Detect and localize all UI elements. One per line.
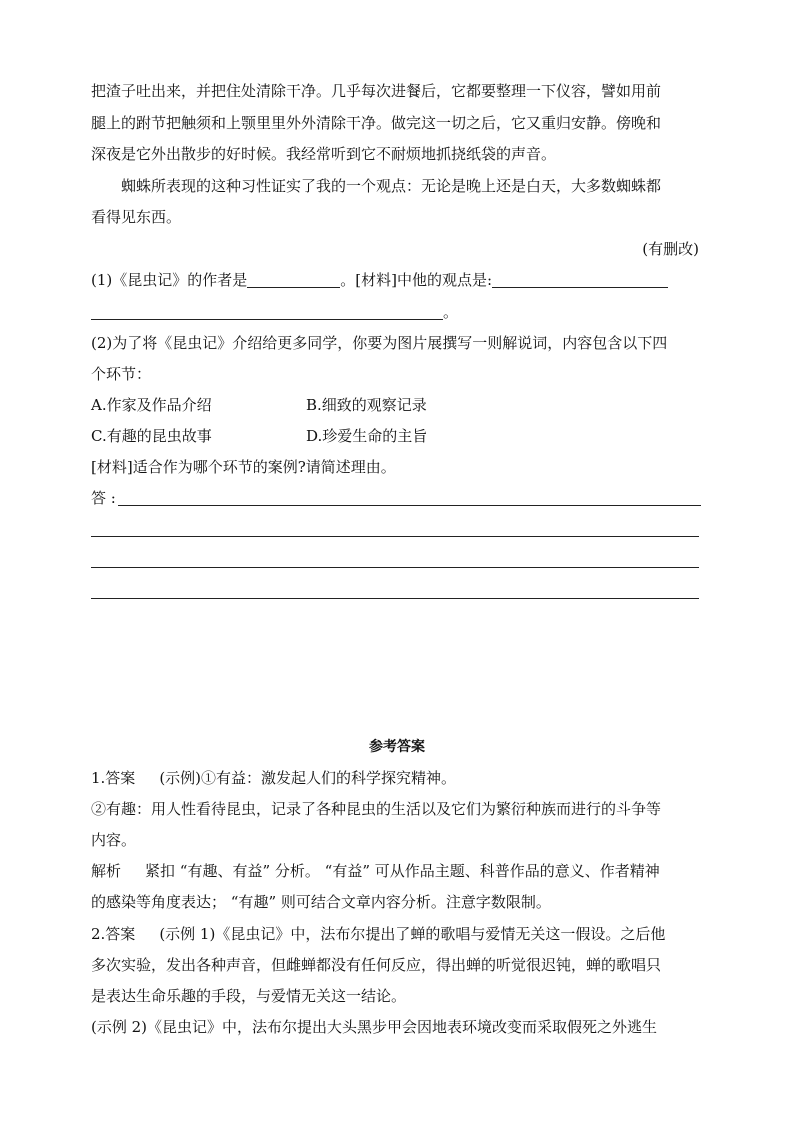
option-b: B.细致的观察记录: [306, 396, 427, 414]
viewpoint-blank[interactable]: [492, 272, 668, 288]
analysis-line-2: 的感染等角度表达； “有趣” 则可结合文章内容分析。注意字数限制。: [91, 893, 551, 911]
source-note: (有删改): [642, 240, 699, 258]
answer-label: 答 :: [91, 489, 116, 507]
passage-line-2: 腿上的跗节把触须和上颚里里外外清除干净。做完这一切之后，它又重归安静。傍晚和: [91, 114, 662, 132]
answer-1-text: (示例)①有益：激发起人们的科学探究精神。: [159, 769, 457, 787]
answer-line-1[interactable]: [118, 505, 701, 506]
question-1-line2: [91, 302, 458, 322]
option-c: C.有趣的昆虫故事: [91, 427, 212, 445]
answer-line-3[interactable]: [91, 567, 699, 568]
analysis-line-1: 紧扣 “有趣、有益” 分析。 “有益” 可从作品主题、科普作品的意义、作者精神: [145, 862, 660, 880]
answer-2-line-3: 是表达生命乐趣的手段，与爱情无关这一结论。: [91, 987, 407, 1005]
question-2-line-1: (2)为了将《昆虫记》介绍给更多同学，你要为图片展撰写一则解说词，内容包含以下四: [91, 334, 668, 352]
passage-line-4: 蜘蛛所表现的这种习性证实了我的一个观点：无论是晚上还是白天，大多数蜘蛛都: [121, 177, 662, 195]
viewpoint-blank-2[interactable]: [91, 304, 443, 320]
question-1: [91, 270, 668, 290]
passage-line-1: 把渣子吐出来，并把住处清除干净。几乎每次进餐后，它都要整理一下仪容，譬如用前: [91, 82, 662, 100]
question-1-part2: 。[材料]中他的观点是:: [340, 271, 493, 289]
question-2-line-2: 个环节：: [91, 365, 152, 383]
answer-1: [91, 768, 456, 788]
answer-2-line-1: (示例 1)《昆虫记》中，法布尔提出了蝉的歌唱与爱情无关这一假设。之后他: [159, 925, 666, 943]
question-1-part1: (1)《昆虫记》的作者是: [91, 271, 248, 289]
analysis: [91, 861, 660, 881]
question-1-end: 。: [443, 303, 459, 321]
analysis-label: 解析: [91, 862, 122, 880]
answers-title: 参考答案: [369, 739, 425, 755]
option-a: A.作家及作品介绍: [91, 396, 212, 414]
author-blank[interactable]: [247, 272, 340, 288]
answer-2-line-4: (示例 2)《昆虫记》中，法布尔提出大头黑步甲会因地表环境改变而采取假死之外逃生: [91, 1018, 658, 1036]
answer-2-num: 2.答案: [91, 925, 136, 943]
question-2-prompt: [材料]适合作为哪个环节的案例?请简述理由。: [91, 458, 396, 476]
answer-2: [91, 924, 665, 944]
answer-1-num: 1.答案: [91, 769, 136, 787]
answer-line-2[interactable]: [91, 536, 699, 537]
passage-line-5: 看得见东西。: [91, 208, 182, 226]
answer-1-line-3: 内容。: [91, 831, 137, 849]
answer-line-4[interactable]: [91, 598, 699, 599]
passage-line-3: 深夜是它外出散步的好时候。我经常听到它不耐烦地抓挠纸袋的声音。: [91, 145, 557, 163]
option-d: D.珍爱生命的主旨: [306, 427, 428, 445]
answer-2-line-2: 多次实验，发出各种声音，但雌蝉都没有任何反应，得出蝉的听觉很迟钝，蝉的歌唱只: [91, 956, 662, 974]
answer-1-line-2: ②有趣：用人性看待昆虫，记录了各种昆虫的生活以及它们为繁衍种族而进行的斗争等: [91, 800, 662, 818]
